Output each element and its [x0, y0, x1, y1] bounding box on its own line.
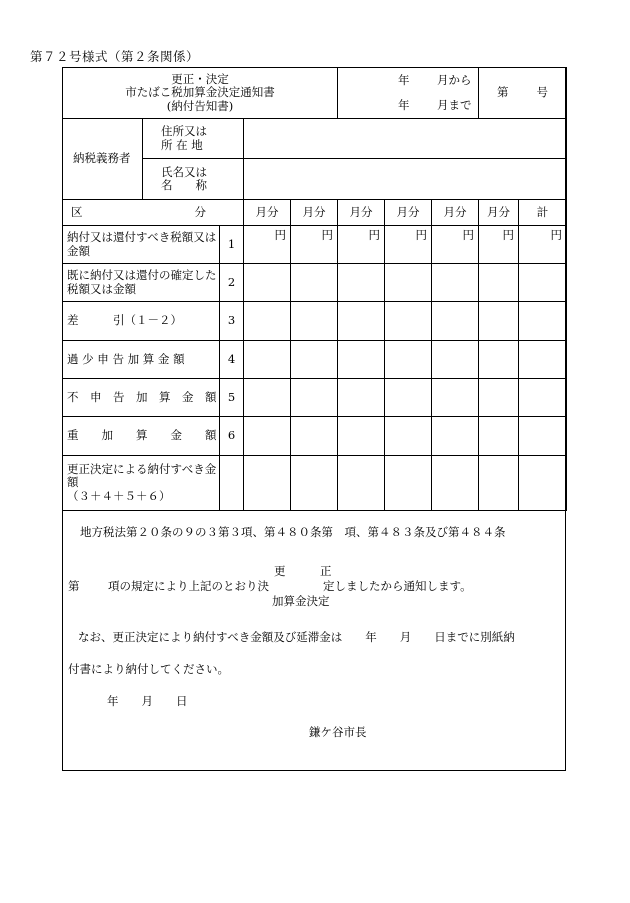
- amount-cell[interactable]: 円: [291, 226, 338, 264]
- law-reference: 地方税法第２０条の９の３第３項、第４８０条第 項、第４８３条及び第４８４条: [80, 525, 506, 539]
- name-label-line-2: 名 称: [161, 178, 207, 192]
- payment-instruction-1: なお、更正決定により納付すべき金額及び延滞金は 年 月 日までに別紙納: [78, 630, 515, 644]
- row-number: 2: [220, 264, 244, 302]
- issuer-name: 鎌ケ谷市長: [309, 725, 367, 739]
- kubun-label-1: 区: [71, 204, 83, 219]
- row-label: 過 少 申 告 加 算 金 額: [63, 341, 220, 379]
- notice-main-line-2: 定しましたから通知します。: [323, 579, 472, 593]
- month-col-header: 月分: [244, 200, 291, 226]
- amount-cell[interactable]: 円: [479, 226, 519, 264]
- month-col-header: 月分: [338, 200, 385, 226]
- address-label-line-2: 所 在 地: [161, 137, 203, 152]
- row-label: 既に納付又は還付の確定した税額又は金額: [63, 264, 220, 302]
- title-line-1: 更正・決定: [171, 72, 229, 87]
- payment-instruction-2: 付書により納付してください。: [68, 662, 229, 676]
- row-label: 納付又は還付すべき税額又は金額: [63, 226, 220, 264]
- amount-cell[interactable]: 円: [338, 226, 385, 264]
- taxpayer-label: 納税義務者: [63, 119, 143, 200]
- row-label-sub: （３＋４＋５＋６）: [67, 488, 171, 503]
- row-number: 6: [220, 417, 244, 456]
- month-col-header: 月分: [479, 200, 519, 226]
- notice-main-line: 項の規定により上記のとおり決: [108, 579, 269, 593]
- total-col-header: 計: [519, 200, 567, 226]
- row-label: 重 加 算 金 額: [63, 417, 220, 456]
- month-col-header: 月分: [432, 200, 479, 226]
- doc-no-go: 号: [536, 85, 549, 100]
- row-label-main: 更正決定による納付すべき金額: [67, 462, 217, 490]
- title-line-3: (納付告知書): [166, 98, 234, 113]
- kubun-label-2: 分: [194, 204, 206, 219]
- amount-cell[interactable]: 円: [244, 226, 291, 264]
- form-number: 第７２号様式（第２条関係）: [30, 49, 200, 64]
- row-label: 差 引（１－２）: [63, 302, 220, 341]
- doc-no-dai: 第: [497, 85, 509, 100]
- kasan-label: 加算金決定: [272, 594, 330, 608]
- dai-label: 第: [68, 579, 80, 593]
- kousei-label: 更 正: [274, 564, 332, 578]
- period-from-year: 年: [398, 73, 410, 87]
- row-number: 1: [220, 226, 244, 264]
- issue-date: 年 月 日: [107, 694, 188, 708]
- amount-cell[interactable]: 円: [519, 226, 567, 264]
- period-to-month: 月まで: [437, 98, 472, 112]
- row-number: 4: [220, 341, 244, 379]
- period-to-year: 年: [398, 98, 410, 112]
- month-col-header: 月分: [291, 200, 338, 226]
- address-label-line-1: 住所又は: [161, 124, 207, 139]
- name-label-line-1: 氏名又は: [161, 164, 207, 179]
- period-from-month: 月から: [437, 73, 472, 87]
- row-number: 3: [220, 302, 244, 341]
- title-line-2: 市たばこ税加算金決定通知書: [125, 85, 275, 100]
- amount-cell[interactable]: 円: [432, 226, 479, 264]
- month-col-header: 月分: [385, 200, 432, 226]
- amount-cell[interactable]: 円: [385, 226, 432, 264]
- row-number: 5: [220, 379, 244, 417]
- row-label: 不 申 告 加 算 金 額: [63, 379, 220, 417]
